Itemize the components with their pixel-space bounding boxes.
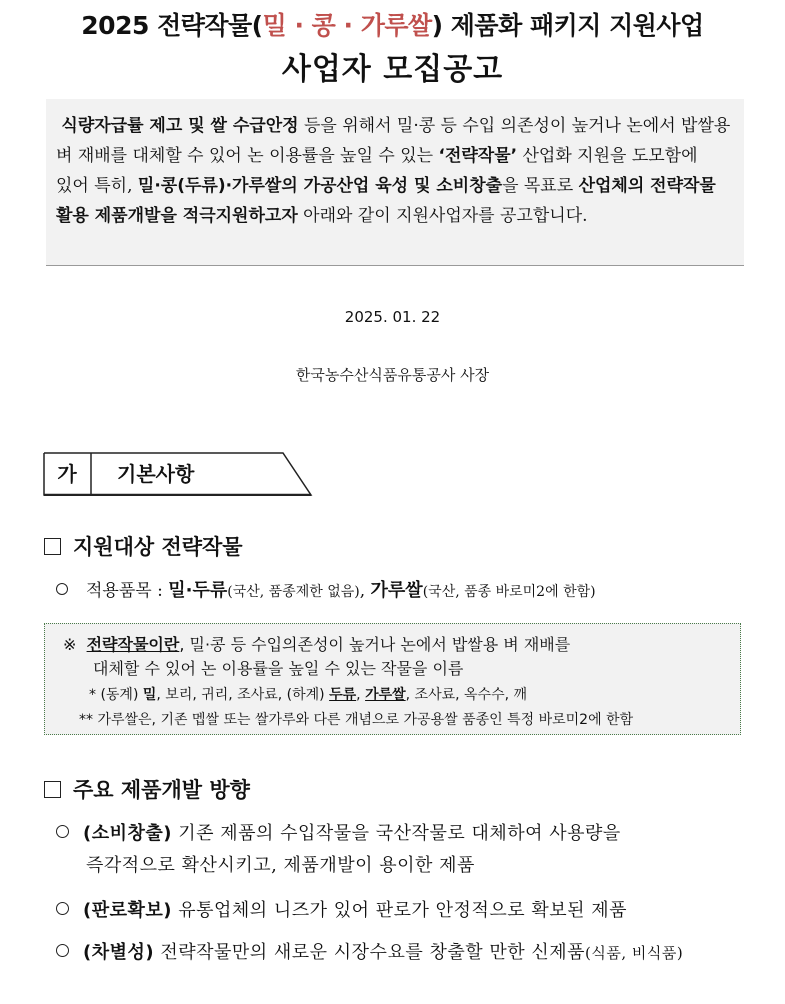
definition-line2: 대체할 수 있어 논 이용률을 높일 수 있는 작물을 이름 xyxy=(93,659,464,678)
direction-tag: (소비창출) xyxy=(83,823,173,844)
section-header xyxy=(43,452,313,496)
definition-note-box xyxy=(44,623,741,735)
checkbox-square-icon xyxy=(44,538,61,555)
examples-prefix: * (동계) xyxy=(89,687,143,703)
examples-mid: , 보리, 귀리, 조사료, (하계) xyxy=(156,687,330,703)
definition-term: 전략작물이란 xyxy=(86,635,180,654)
intro-text-6: 을 목표로 xyxy=(502,176,579,196)
target-crop2: 가루쌀 xyxy=(370,580,423,601)
direction-heading xyxy=(44,774,250,804)
direction-tag: (판로확보) xyxy=(83,900,173,921)
target-crop1: 밀·두류 xyxy=(168,580,228,601)
bullet-circle-icon xyxy=(56,825,69,838)
target-label: 적용품목 : xyxy=(86,581,169,601)
direction-item xyxy=(56,938,683,964)
intro-bold-5: 밀·콩(두류)·가루쌀의 가공산업 육성 및 소비창출 xyxy=(137,176,503,196)
target-crop2-note: (국산, 품종 바로미2에 한함) xyxy=(422,584,596,600)
definition-line1 xyxy=(63,632,570,655)
bullet-circle-icon xyxy=(56,583,68,595)
target-crops-item xyxy=(56,576,596,602)
direction-text: 유통업체의 니즈가 있어 판로가 안정적으로 확보된 제품 xyxy=(172,900,627,921)
announcement-title-line1 xyxy=(0,6,785,42)
intro-text-4: 산업화 지원을 도모함에 있어 특히, xyxy=(56,146,698,196)
issuing-organization: 한국농수산식품유통공사 사장 xyxy=(295,366,490,384)
direction-text: 전략작물만의 새로운 시장수요를 창출할 만한 신제품 xyxy=(154,942,585,963)
examples-wheat: 밀 xyxy=(142,687,157,703)
direction-heading-text: 주요 제품개발 방향 xyxy=(73,778,250,802)
footnote-line: ** 가루쌀은, 기존 멥쌀 또는 쌀가루와 다른 개념으로 가공용쌀 품종인 특정 바로미2에 한함 xyxy=(79,712,634,728)
section-title: 기본사항 xyxy=(117,462,195,486)
target-heading-text: 지원대상 전략작물 xyxy=(73,535,243,559)
bullet-circle-icon xyxy=(56,902,69,915)
intro-bold-3: ‘전략작물’ xyxy=(438,146,518,166)
bullet-circle-icon xyxy=(56,944,69,957)
announcement-date: 2025. 01. 22 xyxy=(344,308,441,326)
direction-tag: (차별성) xyxy=(83,942,155,963)
intro-text-2: 등을 위해서 밀·콩 등 수입 의존성이 높거나 논에서 밥쌀용 벼 재배를 대체할 수 있어 논 이용률을 높일 수 있는 xyxy=(56,116,731,166)
reference-mark: ※ xyxy=(63,635,77,654)
intro-paragraph xyxy=(56,111,734,231)
checkbox-square-icon xyxy=(44,781,61,798)
direction-text: 기존 제품의 수입작물을 국산작물로 대체하여 사용량을 xyxy=(172,823,621,844)
definition-text1: , 밀·콩 등 수입의존성이 높거나 논에서 밥쌀용 벼 재배를 xyxy=(179,635,571,654)
section-number: 가 xyxy=(57,462,77,486)
target-crop1-note: (국산, 품종제한 없음) xyxy=(227,584,360,600)
examples-line xyxy=(89,684,527,704)
examples-comma: , xyxy=(356,687,366,703)
examples-rice: 가루쌀 xyxy=(365,687,406,703)
examples-suffix: , 조사료, 옥수수, 깨 xyxy=(405,687,528,703)
intro-bold-1: 식량자급률 제고 및 쌀 수급안정 xyxy=(61,116,299,136)
direction-item-continuation: 즉각적으로 확산시키고, 제품개발이 용이한 제품 xyxy=(86,855,475,876)
title-suffix: ) 제품화 패키지 지원사업 xyxy=(431,11,704,40)
direction-item xyxy=(56,819,621,845)
direction-note: (식품, 비식품) xyxy=(585,944,684,962)
title-highlight-crops: 밀 · 콩 · 가루쌀 xyxy=(262,11,432,40)
target-heading xyxy=(44,531,243,561)
title-prefix: 2025 전략작물( xyxy=(81,11,263,40)
intro-box xyxy=(46,99,744,266)
target-sep: , xyxy=(359,581,371,601)
intro-bold-7: 산업체의 전략작물 활용 제품개발을 적극지원하고자 xyxy=(56,176,716,226)
direction-item xyxy=(56,896,627,922)
intro-text-8: 아래와 같이 지원사업자를 공고합니다. xyxy=(297,206,588,226)
announcement-title-line2: 사업자 모집공고 xyxy=(281,52,504,87)
examples-beans: 두류 xyxy=(329,687,357,703)
